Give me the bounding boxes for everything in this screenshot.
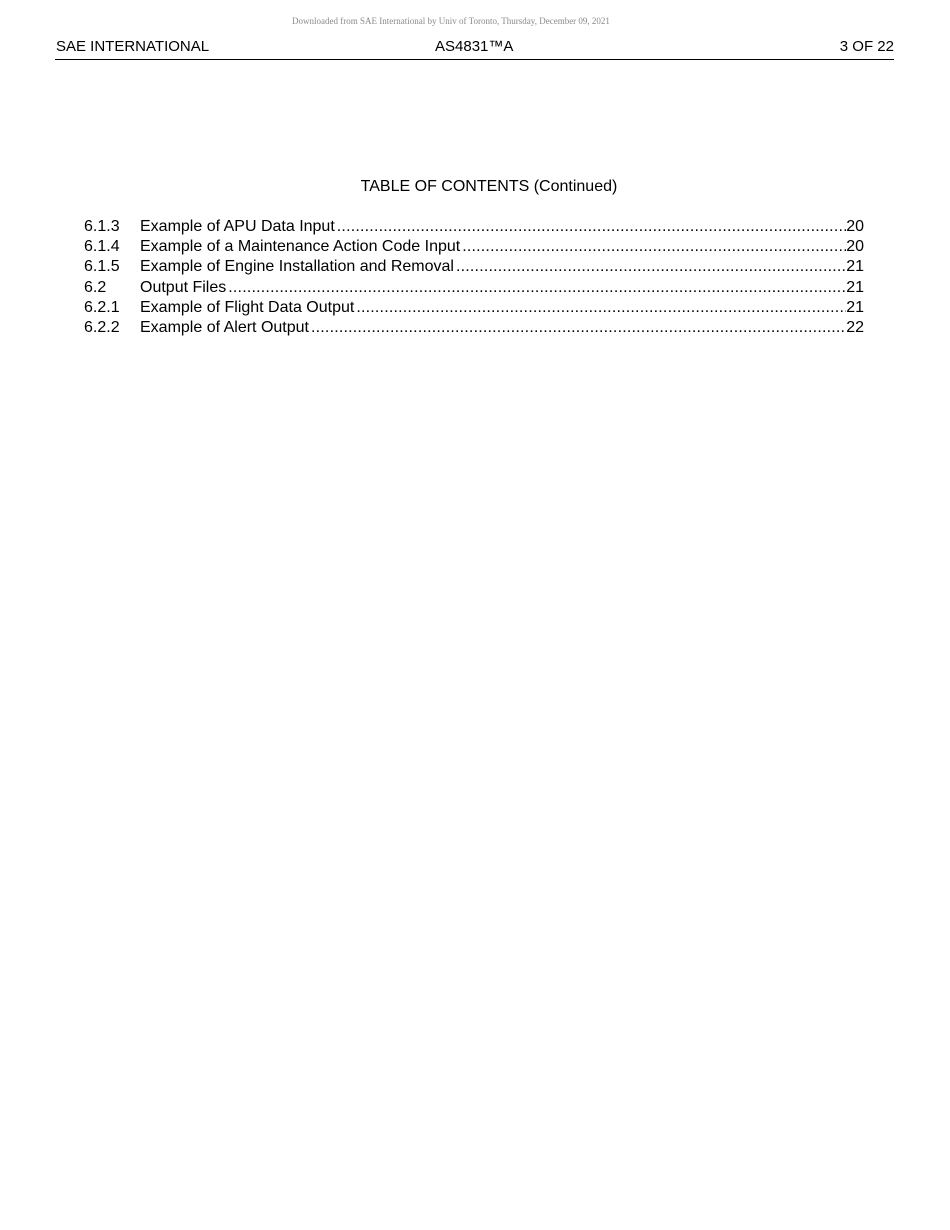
toc-dot-leader bbox=[356, 298, 846, 318]
toc-entry-page: 21 bbox=[846, 278, 864, 296]
toc-entry-title: Example of Alert Output bbox=[140, 318, 309, 336]
toc-entry-page: 21 bbox=[846, 298, 864, 316]
toc-entry-number: 6.2.2 bbox=[84, 318, 120, 336]
toc-entry-number: 6.1.4 bbox=[84, 238, 120, 256]
toc-entry-title: Output Files bbox=[140, 278, 227, 296]
toc-entry-page: 20 bbox=[846, 218, 864, 235]
toc-entry-page: 22 bbox=[846, 318, 864, 336]
toc-entry-title: Example of Flight Data Output bbox=[140, 298, 355, 316]
toc-entry[interactable] bbox=[84, 278, 864, 298]
toc-dot-leader bbox=[456, 257, 846, 277]
toc-dot-leader bbox=[311, 318, 846, 338]
page-number: 3 OF 22 bbox=[839, 38, 894, 55]
toc-entry-page: 21 bbox=[846, 258, 864, 276]
download-watermark: Downloaded from SAE International by Univ of Toronto, Thursday, December 09, 2021 bbox=[292, 16, 610, 26]
page-header bbox=[55, 38, 894, 60]
toc-entry-page: 20 bbox=[846, 238, 864, 256]
toc-entry[interactable] bbox=[84, 237, 864, 257]
toc-entry-number: 6.2.1 bbox=[84, 298, 120, 316]
toc-entry-number: 6.1.5 bbox=[84, 258, 120, 276]
toc-entry-title: Example of Engine Installation and Removal bbox=[140, 258, 454, 276]
toc-entry-number: 6.1.3 bbox=[84, 218, 120, 235]
toc-entry[interactable] bbox=[84, 318, 864, 338]
publisher-name: SAE INTERNATIONAL bbox=[56, 38, 210, 55]
toc-entry[interactable] bbox=[84, 217, 864, 237]
toc-dot-leader bbox=[228, 278, 846, 298]
toc-dot-leader bbox=[337, 217, 846, 237]
toc-title: TABLE OF CONTENTS (Continued) bbox=[360, 178, 618, 195]
toc-entry[interactable] bbox=[84, 257, 864, 277]
toc-entry[interactable] bbox=[84, 298, 864, 318]
toc-entry-title: Example of APU Data Input bbox=[140, 218, 335, 235]
toc-entry-title: Example of a Maintenance Action Code Input bbox=[140, 238, 461, 256]
table-of-contents bbox=[84, 217, 864, 338]
toc-entry-number: 6.2 bbox=[84, 278, 107, 296]
toc-dot-leader bbox=[462, 237, 846, 257]
document-number: AS4831™A bbox=[435, 38, 514, 55]
